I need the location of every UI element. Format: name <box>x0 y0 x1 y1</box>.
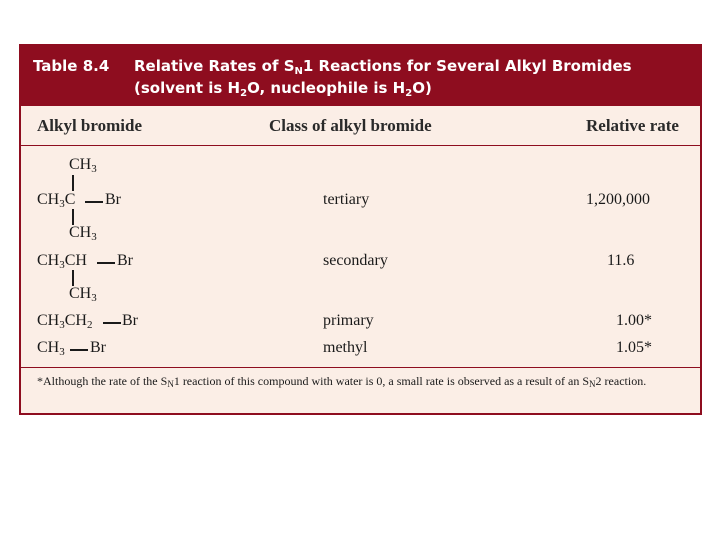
secondary-bromine: Br <box>117 252 133 269</box>
table-title-line-2: (solvent is $H_2O$, nucleophile is $H_2O$) <box>134 79 432 99</box>
class-cell: methyl <box>323 339 368 356</box>
footnote-divider <box>21 367 700 368</box>
methyl-formula: $CH_3$ <box>37 339 65 358</box>
table-title-bar <box>21 46 700 106</box>
secondary-formula-main: $CH_3CH$ <box>37 252 87 271</box>
bond-horizontal <box>70 349 88 351</box>
bond-horizontal <box>103 322 121 324</box>
primary-formula: $CH_3CH_2$ <box>37 312 93 331</box>
class-cell: tertiary <box>323 191 370 208</box>
bond-vertical <box>72 209 74 225</box>
data-table <box>19 44 702 415</box>
tertiary-formula-main: $CH_3C$ <box>37 191 76 210</box>
bond-vertical <box>72 175 74 191</box>
rate-cell: 1.00* <box>616 312 652 329</box>
column-header-class: Class of alkyl bromide <box>269 116 432 135</box>
tertiary-top-branch: $CH_3$ <box>69 156 97 175</box>
table-footnote: *Although the rate of the $S_N1$ reaction of this compound with water is 0, a small rate is observed as a result of an $S_N2$ reaction. <box>37 374 647 389</box>
bond-horizontal <box>85 201 103 203</box>
column-header-alkyl-bromide: Alkyl bromide <box>37 116 143 135</box>
column-header-relative-rate: Relative rate <box>586 116 679 135</box>
table-number: Table 8.4 <box>33 57 110 75</box>
tertiary-bottom-branch: $CH_3$ <box>69 224 97 243</box>
tertiary-bromine: Br <box>105 191 121 208</box>
class-cell: secondary <box>323 252 388 269</box>
rate-cell: 1,200,000 <box>586 191 650 208</box>
class-cell: primary <box>323 312 374 329</box>
methyl-bromine: Br <box>90 339 106 356</box>
rate-cell: 11.6 <box>607 252 635 269</box>
table-title-line-1: Relative Rates of $S_N1$ Reactions for Several Alkyl Bromides <box>134 57 632 77</box>
bond-vertical <box>72 270 74 286</box>
secondary-bottom-branch: $CH_3$ <box>69 285 97 304</box>
rate-cell: 1.05* <box>616 339 652 356</box>
header-divider <box>21 145 700 146</box>
primary-bromine: Br <box>122 312 138 329</box>
bond-horizontal <box>97 262 115 264</box>
